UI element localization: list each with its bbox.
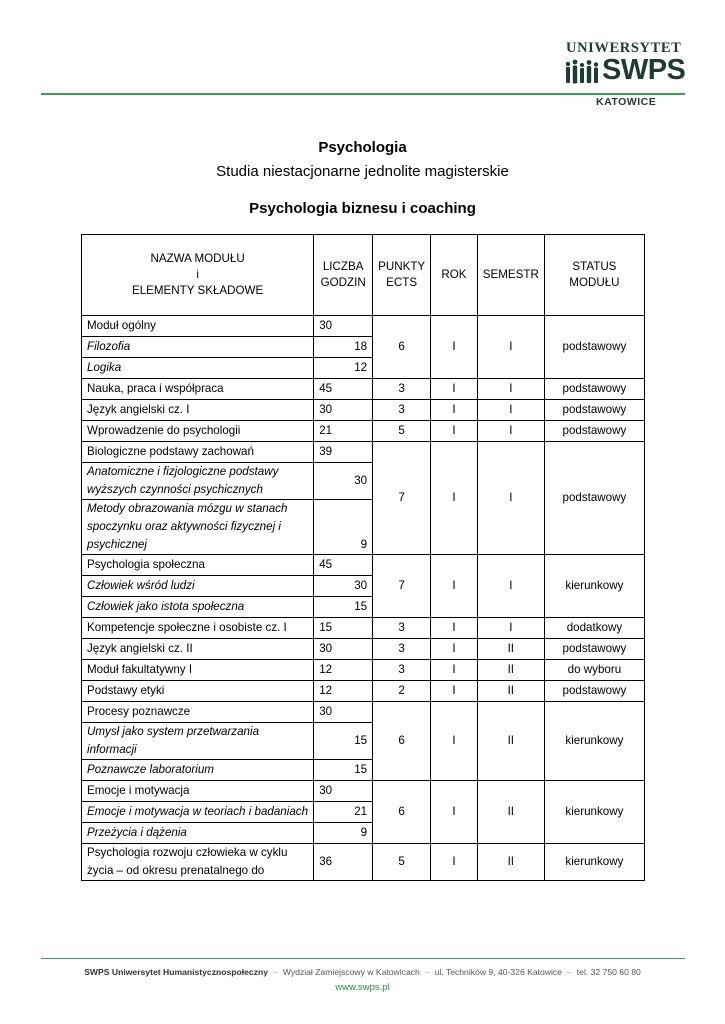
- module-name: Język angielski cz. II: [82, 639, 314, 660]
- year-cell: I: [431, 681, 478, 702]
- footer-info: [0, 967, 725, 977]
- hours-cell: 45: [314, 555, 373, 576]
- footer-sep: –: [424, 967, 430, 977]
- module-name: Wprowadzenie do psychologii: [82, 421, 314, 442]
- semester-cell: I: [477, 316, 544, 379]
- header-text: NAZWA MODUŁU: [150, 252, 245, 265]
- ects-cell: 6: [373, 316, 431, 379]
- module-name: Język angielski cz. I: [82, 400, 314, 421]
- ects-cell: 6: [373, 702, 431, 781]
- table-row: [82, 702, 645, 723]
- footer-divider: [41, 958, 685, 959]
- table-body: [82, 316, 645, 881]
- status-cell: kierunkowy: [544, 844, 644, 881]
- ects-cell: 5: [373, 844, 431, 881]
- status-cell: dodatkowy: [544, 618, 644, 639]
- ects-cell: 3: [373, 660, 431, 681]
- header-text: STATUS: [572, 260, 617, 273]
- ects-cell: 2: [373, 681, 431, 702]
- hours-cell: 39: [314, 442, 373, 463]
- semester-cell: II: [477, 702, 544, 781]
- year-cell: I: [431, 844, 478, 881]
- footer-sep: –: [273, 967, 278, 977]
- status-cell: podstawowy: [544, 442, 644, 555]
- hours-cell: 45: [314, 379, 373, 400]
- hours-cell: 15: [314, 723, 373, 760]
- table-row: [82, 618, 645, 639]
- footer-address: ul. Techników 9, 40-326 Katowice: [434, 967, 562, 977]
- year-cell: I: [431, 421, 478, 442]
- header-status: [544, 235, 644, 316]
- hours-cell: 30: [314, 576, 373, 597]
- ects-cell: 7: [373, 555, 431, 618]
- status-cell: do wyboru: [544, 660, 644, 681]
- header-semester: SEMESTR: [477, 235, 544, 316]
- module-name: Psychologia społeczna: [82, 555, 314, 576]
- ects-cell: 3: [373, 639, 431, 660]
- hours-cell: 30: [314, 316, 373, 337]
- hours-cell: 9: [314, 500, 373, 555]
- table-row: [82, 844, 645, 881]
- year-cell: I: [431, 781, 478, 844]
- hours-cell: 21: [314, 421, 373, 442]
- specialization-title: Psychologia biznesu i coaching: [249, 200, 476, 217]
- module-element-name: Człowiek wśród ludzi: [82, 576, 314, 597]
- hours-cell: 30: [314, 400, 373, 421]
- module-name: Podstawy etyki: [82, 681, 314, 702]
- module-element-name: Poznawcze laboratorium: [82, 760, 314, 781]
- ects-cell: 3: [373, 618, 431, 639]
- page-subtitle: Studia niestacjonarne jednolite magisterskie: [216, 163, 509, 180]
- semester-cell: I: [477, 442, 544, 555]
- ects-cell: 7: [373, 442, 431, 555]
- module-element-name: Anatomiczne i fizjologiczne podstawy wyższych czynności psychicznych: [82, 463, 314, 500]
- year-cell: I: [431, 316, 478, 379]
- semester-cell: II: [477, 781, 544, 844]
- semester-cell: II: [477, 681, 544, 702]
- hours-cell: 12: [314, 681, 373, 702]
- curriculum-table: [81, 234, 645, 881]
- module-name: Nauka, praca i współpraca: [82, 379, 314, 400]
- module-name: Kompetencje społeczne i osobiste cz. I: [82, 618, 314, 639]
- semester-cell: I: [477, 618, 544, 639]
- module-element-name: Przeżycia i dążenia: [82, 823, 314, 844]
- header-text: MODUŁU: [569, 276, 620, 289]
- module-element-name: Filozofia: [82, 337, 314, 358]
- semester-cell: II: [477, 844, 544, 881]
- header-text: i: [196, 268, 199, 281]
- year-cell: I: [431, 442, 478, 555]
- ects-cell: 3: [373, 400, 431, 421]
- year-cell: I: [431, 639, 478, 660]
- module-name: Psychologia rozwoju człowieka w cyklu życia – od okresu prenatalnego do: [82, 844, 314, 881]
- year-cell: I: [431, 400, 478, 421]
- people-figures-icon: [564, 58, 602, 86]
- semester-cell: II: [477, 639, 544, 660]
- table-row: [82, 421, 645, 442]
- module-element-name: Umysł jako system przetwarzania informacji: [82, 723, 314, 760]
- table-row: [82, 639, 645, 660]
- header-year: ROK: [431, 235, 478, 316]
- table-row: [82, 442, 645, 463]
- status-cell: kierunkowy: [544, 555, 644, 618]
- table-row: [82, 660, 645, 681]
- status-cell: podstawowy: [544, 681, 644, 702]
- header-text: GODZIN: [320, 276, 366, 289]
- page-title: Psychologia: [318, 139, 407, 156]
- table-row: [82, 316, 645, 337]
- year-cell: I: [431, 702, 478, 781]
- header-hours: [314, 235, 373, 316]
- year-cell: I: [431, 379, 478, 400]
- hours-cell: 15: [314, 597, 373, 618]
- module-name: Biologiczne podstawy zachowań: [82, 442, 314, 463]
- header-text: LICZBA: [322, 260, 364, 273]
- table-row: [82, 379, 645, 400]
- header-text: ECTS: [386, 276, 418, 289]
- footer-org: SWPS Uniwersytet Humanistycznospołeczny: [84, 967, 269, 977]
- header-text: ELEMENTY SKŁADOWE: [131, 284, 264, 297]
- status-cell: kierunkowy: [544, 781, 644, 844]
- header-module-name: [82, 235, 314, 316]
- hours-cell: 12: [314, 358, 373, 379]
- hours-cell: 21: [314, 802, 373, 823]
- status-cell: podstawowy: [544, 639, 644, 660]
- logo-line3: KATOWICE: [596, 96, 657, 108]
- table-row: [82, 781, 645, 802]
- hours-cell: 36: [314, 844, 373, 881]
- hours-cell: 30: [314, 781, 373, 802]
- header-text: PUNKTY: [378, 260, 426, 273]
- ects-cell: 6: [373, 781, 431, 844]
- status-cell: podstawowy: [544, 421, 644, 442]
- footer-website-link[interactable]: www.swps.pl: [335, 982, 390, 993]
- status-cell: podstawowy: [544, 379, 644, 400]
- semester-cell: I: [477, 555, 544, 618]
- module-element-name: Emocje i motywacja w teoriach i badaniach: [82, 802, 314, 823]
- module-name: Emocje i motywacja: [82, 781, 314, 802]
- table-row: [82, 681, 645, 702]
- hours-cell: 30: [314, 463, 373, 500]
- module-name: Procesy poznawcze: [82, 702, 314, 723]
- footer-phone: tel. 32 750 60 80: [576, 967, 641, 977]
- ects-cell: 3: [373, 379, 431, 400]
- table-header-row: [82, 235, 645, 316]
- header-ects: [373, 235, 431, 316]
- module-element-name: Człowiek jako istota społeczna: [82, 597, 314, 618]
- semester-cell: II: [477, 660, 544, 681]
- hours-cell: 30: [314, 702, 373, 723]
- university-logo: [562, 40, 684, 110]
- logo-line1: UNIWERSYTET: [566, 40, 682, 56]
- semester-cell: I: [477, 400, 544, 421]
- status-cell: kierunkowy: [544, 702, 644, 781]
- logo-line2: SWPS: [602, 54, 686, 86]
- semester-cell: I: [477, 421, 544, 442]
- table-row: [82, 400, 645, 421]
- year-cell: I: [431, 660, 478, 681]
- hours-cell: 15: [314, 760, 373, 781]
- hours-cell: 9: [314, 823, 373, 844]
- module-name: Moduł fakultatywny I: [82, 660, 314, 681]
- module-element-name: Logika: [82, 358, 314, 379]
- module-name: Moduł ogólny: [82, 316, 314, 337]
- hours-cell: 18: [314, 337, 373, 358]
- footer-dept: Wydział Zamiejscowy w Katowicach: [282, 967, 420, 977]
- hours-cell: 12: [314, 660, 373, 681]
- ects-cell: 5: [373, 421, 431, 442]
- hours-cell: 15: [314, 618, 373, 639]
- module-element-name: Metody obrazowania mózgu w stanach spoczynku oraz aktywności fizycznej i psychicznej: [82, 500, 314, 555]
- semester-cell: I: [477, 379, 544, 400]
- status-cell: podstawowy: [544, 316, 644, 379]
- status-cell: podstawowy: [544, 400, 644, 421]
- year-cell: I: [431, 618, 478, 639]
- year-cell: I: [431, 555, 478, 618]
- footer-sep: –: [567, 967, 572, 977]
- hours-cell: 30: [314, 639, 373, 660]
- table-row: [82, 555, 645, 576]
